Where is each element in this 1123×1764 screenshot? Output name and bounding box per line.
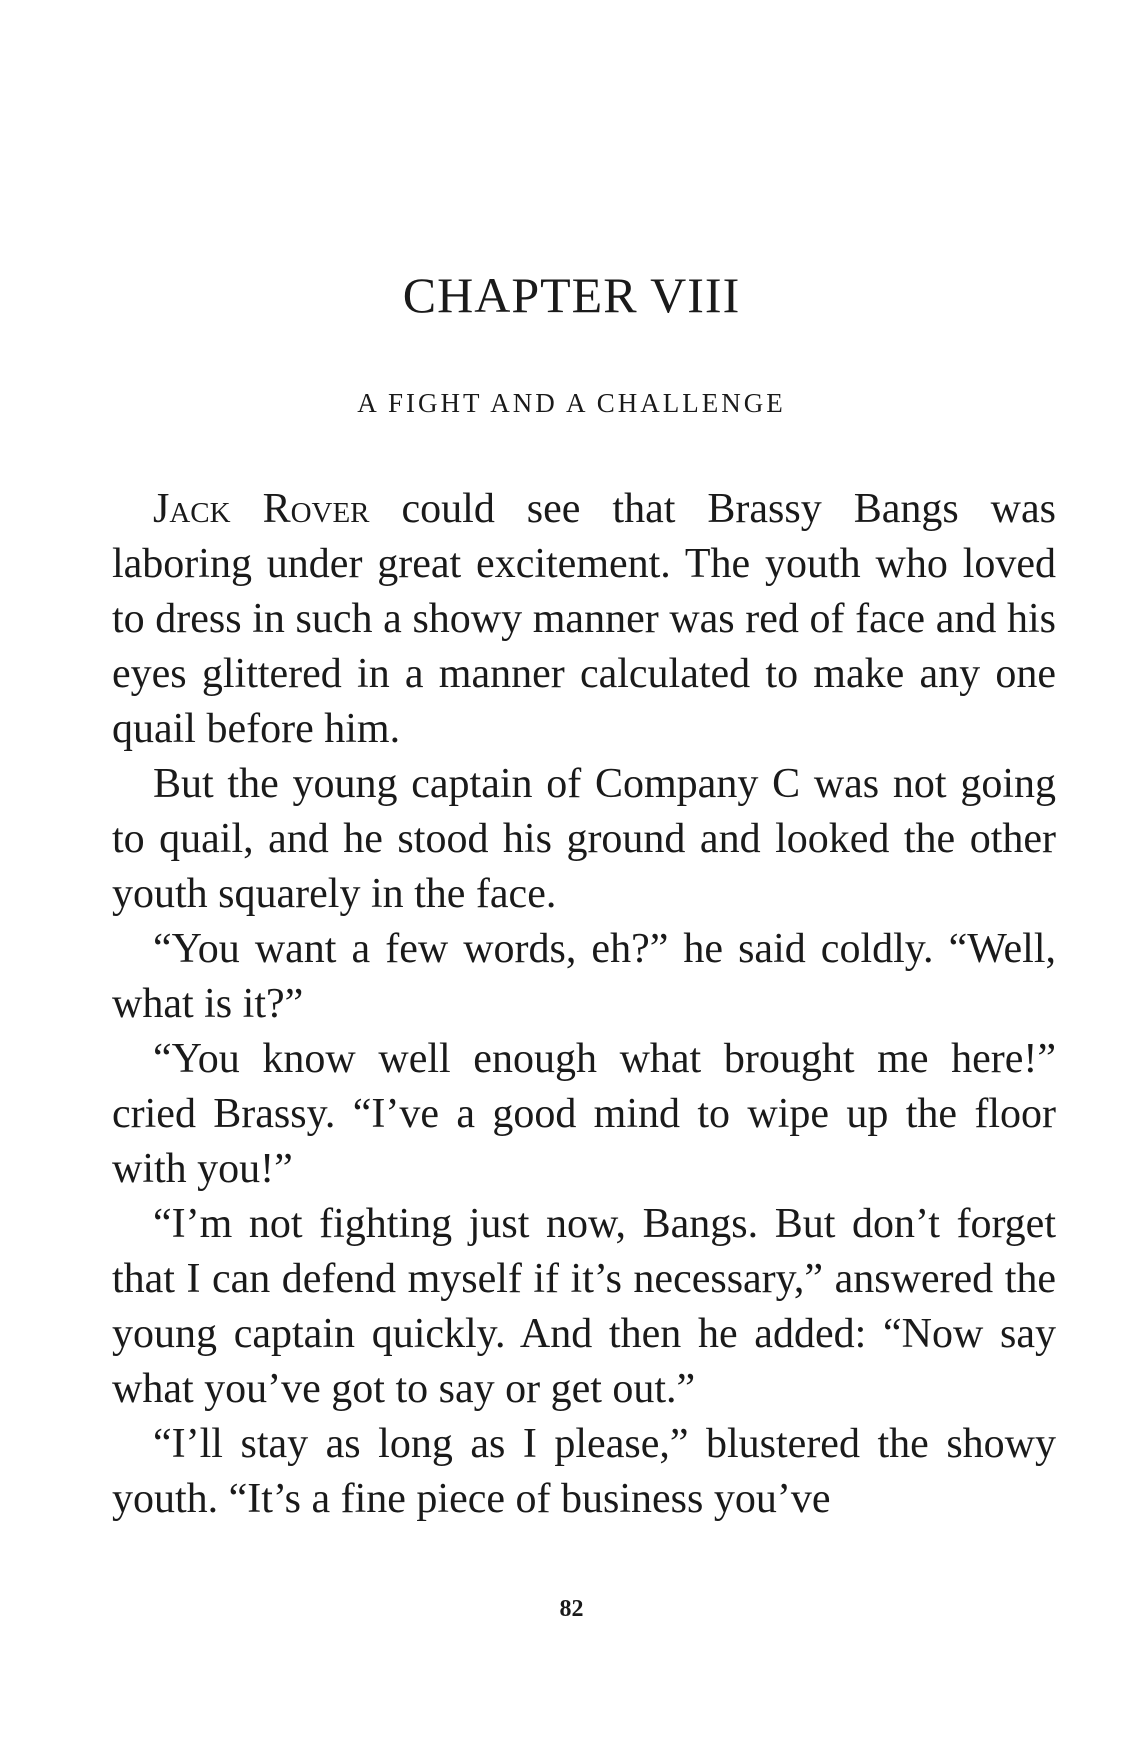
- chapter-title: CHAPTER VIII: [402, 267, 741, 323]
- body-text: [112, 482, 1056, 1527]
- chapter-subtitle: A FIGHT AND A CHALLENGE: [357, 388, 786, 418]
- paragraph: “You want a few words, eh?” he said coldly. “Well, what is it?”: [112, 926, 1056, 1027]
- paragraph-text: could see that Brassy Bangs was laboring under great excitement. The youth who loved to dress in such a showy manner was red of face and his eyes glittered in a manner calculated to make any one quail before him.: [112, 486, 1056, 752]
- opening-name-first: Jack: [153, 486, 231, 532]
- paragraph: “I’ll stay as long as I please,” blustered the showy youth. “It’s a fine piece of business you’ve: [112, 1421, 1056, 1522]
- paragraph: But the young captain of Company C was not going to quail, and he stood his ground and looked the other youth squarely in the face.: [112, 761, 1056, 917]
- paragraph: “You know well enough what brought me here!” cried Brassy. “I’ve a good mind to wipe up the floor with you!”: [112, 1036, 1056, 1192]
- paragraph: [112, 482, 1056, 757]
- paragraph: “I’m not fighting just now, Bangs. But don’t forget that I can defend myself if it’s necessary,” answered the young captain quickly. And then he added: “Now say what you’ve got to say or get out.”: [112, 1201, 1056, 1412]
- page-number: 82: [559, 1596, 584, 1622]
- opening-name-last: Rover: [262, 486, 370, 532]
